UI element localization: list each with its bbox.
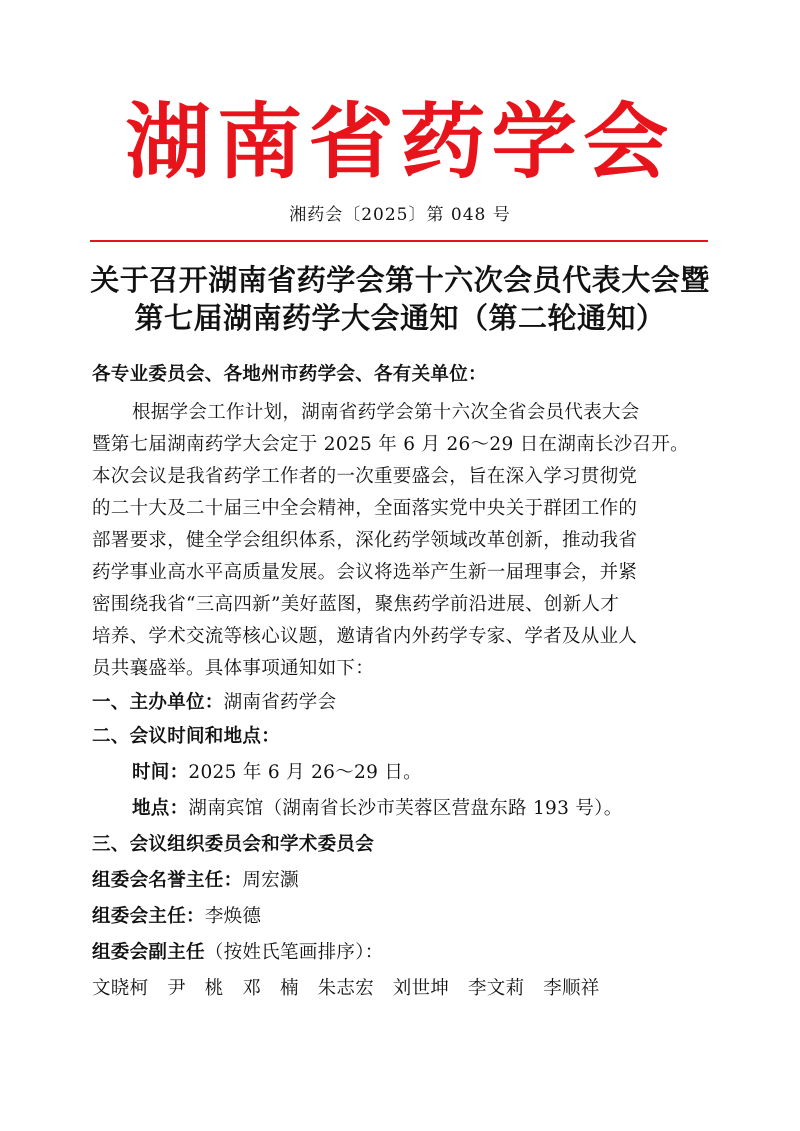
vice-director-row [92, 938, 732, 968]
section-3-label: 三、会议组织委员会和学术委员会 [92, 834, 375, 855]
honorary-director-label: 组委会名誉主任： [92, 870, 243, 891]
org-masthead: 湖南省药学会 [125, 94, 675, 190]
salutation: 各专业委员会、各地州市药学会、各有关单位： [92, 364, 487, 385]
document-title-line-2: 第七届湖南药学大会通知（第二轮通知） [134, 301, 666, 335]
place-value: 湖南宾馆（湖南省长沙市芙蓉区营盘东路 193 号）。 [188, 798, 623, 819]
time-label: 时间： [132, 762, 189, 783]
vice-director-label: 组委会副主任 [92, 942, 205, 963]
section-2-label: 二、会议时间和地点： [92, 726, 281, 747]
section-1 [92, 688, 732, 718]
honorary-director-row [92, 866, 732, 896]
time-row [132, 758, 772, 788]
paragraph-line: 暨第七届湖南药学大会定于 2025 年 6 月 26～29 日在湖南长沙召开。 [92, 434, 689, 455]
paragraph-line: 员共襄盛举。具体事项通知如下： [92, 658, 375, 679]
section-1-value: 湖南省药学会 [223, 692, 337, 713]
vice-director-names: 文晓柯 尹 桃 邓 楠 朱志宏 刘世坤 李文莉 李顺祥 [92, 978, 600, 999]
paragraph-line: 本次会议是我省药学工作者的一次重要盛会，旨在深入学习贯彻党 [92, 466, 638, 487]
document-title-line-1: 关于召开湖南省药学会第十六次会员代表大会暨 [90, 263, 710, 297]
paragraph-line: 药学事业高水平高质量发展。会议将选举产生新一届理事会，并紧 [92, 562, 638, 583]
time-value: 2025 年 6 月 26～29 日。 [188, 762, 422, 783]
vice-director-note: （按姓氏笔画排序）： [204, 942, 384, 963]
director-value: 李焕德 [204, 906, 262, 927]
paragraph-line: 培养、学术交流等核心议题，邀请省内外药学专家、学者及从业人 [92, 626, 638, 647]
honorary-director-value: 周宏灏 [242, 870, 299, 891]
red-divider [90, 240, 708, 242]
paragraph-line: 的二十大及二十届三中全会精神，全面落实党中央关于群团工作的 [92, 498, 638, 519]
paragraph-line: 部署要求，健全学会组织体系，深化药学领域改革创新，推动我省 [92, 530, 638, 551]
paragraph-line: 密围绕我省“三高四新”美好蓝图，聚焦药学前沿进展、创新人才 [92, 594, 620, 615]
document-number: 湘药会〔2025〕第 048 号 [289, 205, 511, 225]
director-label: 组委会主任： [92, 906, 205, 927]
paragraph-line: 根据学会工作计划，湖南省药学会第十六次全省会员代表大会 [132, 402, 640, 423]
director-row [92, 902, 732, 932]
place-row [132, 794, 772, 824]
section-1-label: 一、主办单位： [92, 692, 224, 713]
place-label: 地点： [132, 798, 189, 819]
